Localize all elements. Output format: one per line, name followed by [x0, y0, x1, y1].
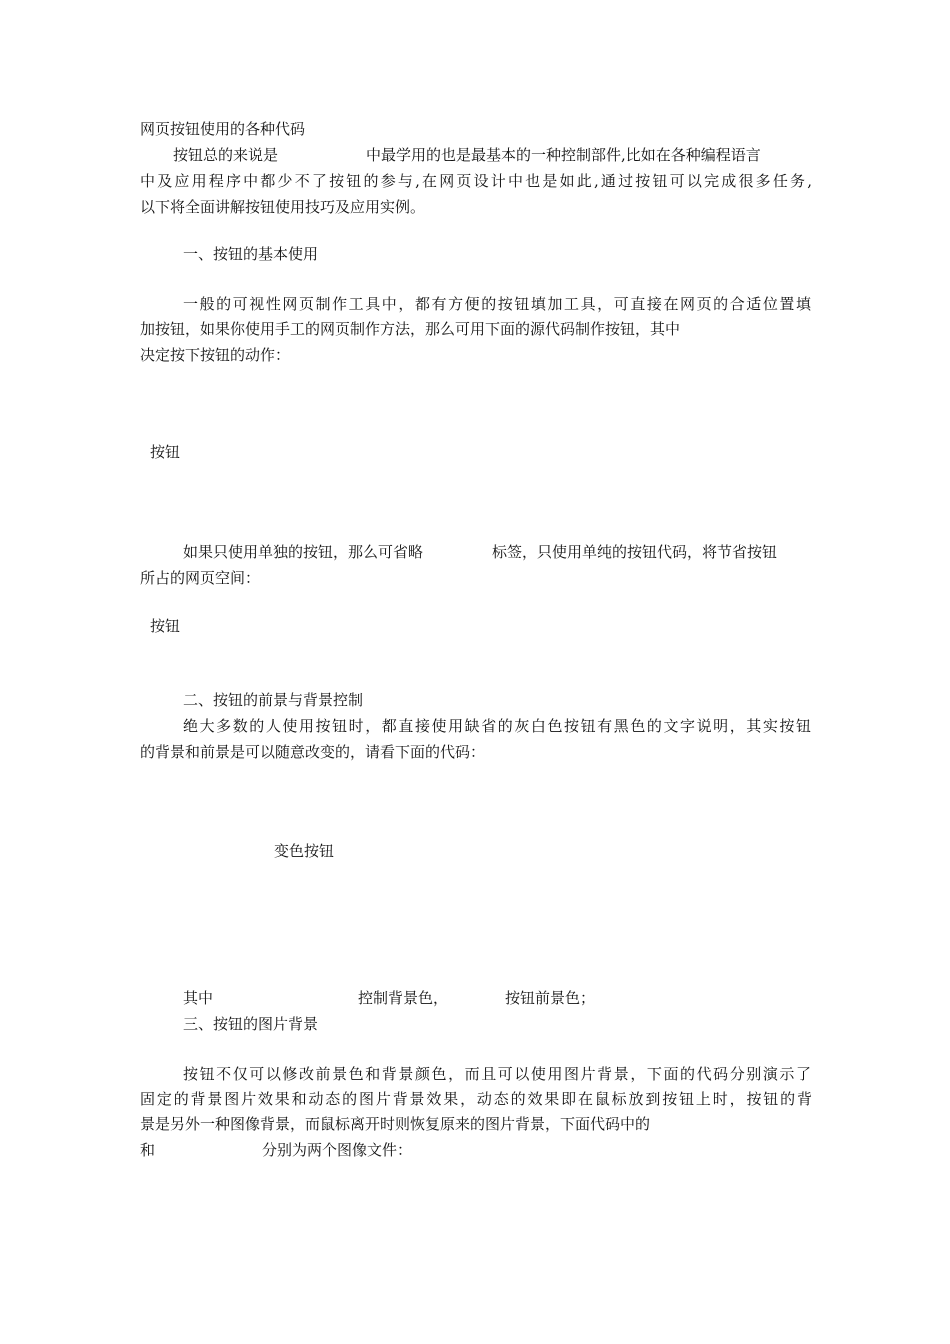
section1-para2-line1a: 如果只使用单独的按钮，那么可省略: [183, 543, 424, 561]
section2-note-a: 其中: [183, 989, 214, 1007]
section1-heading: 一、按钮的基本使用: [183, 245, 319, 263]
section2-note-c: 按钮前景色；: [505, 989, 596, 1007]
sample-button-1[interactable]: 按钮: [150, 443, 181, 461]
section2-heading: 二、按钮的前景与背景控制: [183, 691, 364, 709]
section2-note-b: 控制背景色，: [358, 989, 449, 1007]
section3-para1-line3: 景是另外一种图像背景，而鼠标离开时则恢复原来的图片背景，下面代码中的: [140, 1115, 651, 1133]
section2-para1-line2: 的背景和前景是可以随意改变的，请看下面的代码：: [140, 743, 486, 761]
section3-para1-line4a: 和: [140, 1141, 156, 1159]
section1-para1-line1: 一般的可视性网页制作工具中，都有方便的按钮填加工具，可直接在网页的合适位置填: [183, 295, 811, 313]
document-title: 网页按钮使用的各种代码: [140, 120, 306, 138]
intro-line-3: 以下将全面讲解按钮使用技巧及应用实例。: [140, 198, 426, 216]
section3-para1-line2: 固定的背景图片效果和动态的图片背景效果，动态的效果即在鼠标放到按钮上时，按钮的背: [140, 1090, 812, 1108]
section2-para1-line1: 绝大多数的人使用按钮时，都直接使用缺省的灰白色按钮有黑色的文字说明，其实按钮: [183, 717, 811, 735]
sample-button-2[interactable]: 按钮: [150, 617, 181, 635]
intro-line-1a: 按钮总的来说是: [173, 146, 279, 164]
section1-para1-line3: 决定按下按钮的动作：: [140, 346, 291, 364]
section3-para1-line4b: 分别为两个图像文件：: [262, 1141, 413, 1159]
section1-para1-line2: 加按钮，如果你使用手工的网页制作方法，那么可用下面的源代码制作按钮，其中: [140, 320, 681, 338]
section1-para2-line1b: 标签，只使用单纯的按钮代码，将节省按钮: [492, 543, 778, 561]
section3-para1-line1: 按钮不仅可以修改前景色和背景颜色，而且可以使用图片背景，下面的代码分别演示了: [183, 1065, 811, 1083]
color-button[interactable]: 变色按钮: [274, 842, 335, 860]
intro-line-1b: 中最学用的也是最基本的一种控制部件,比如在各种编程语言: [366, 146, 761, 164]
section3-heading: 三、按钮的图片背景: [183, 1015, 319, 1033]
section1-para2-line2: 所占的网页空间：: [140, 569, 261, 587]
intro-line-2: 中及应用程序中都少不了按钮的参与,在网页设计中也是如此,通过按钮可以完成很多任务,: [140, 172, 812, 190]
